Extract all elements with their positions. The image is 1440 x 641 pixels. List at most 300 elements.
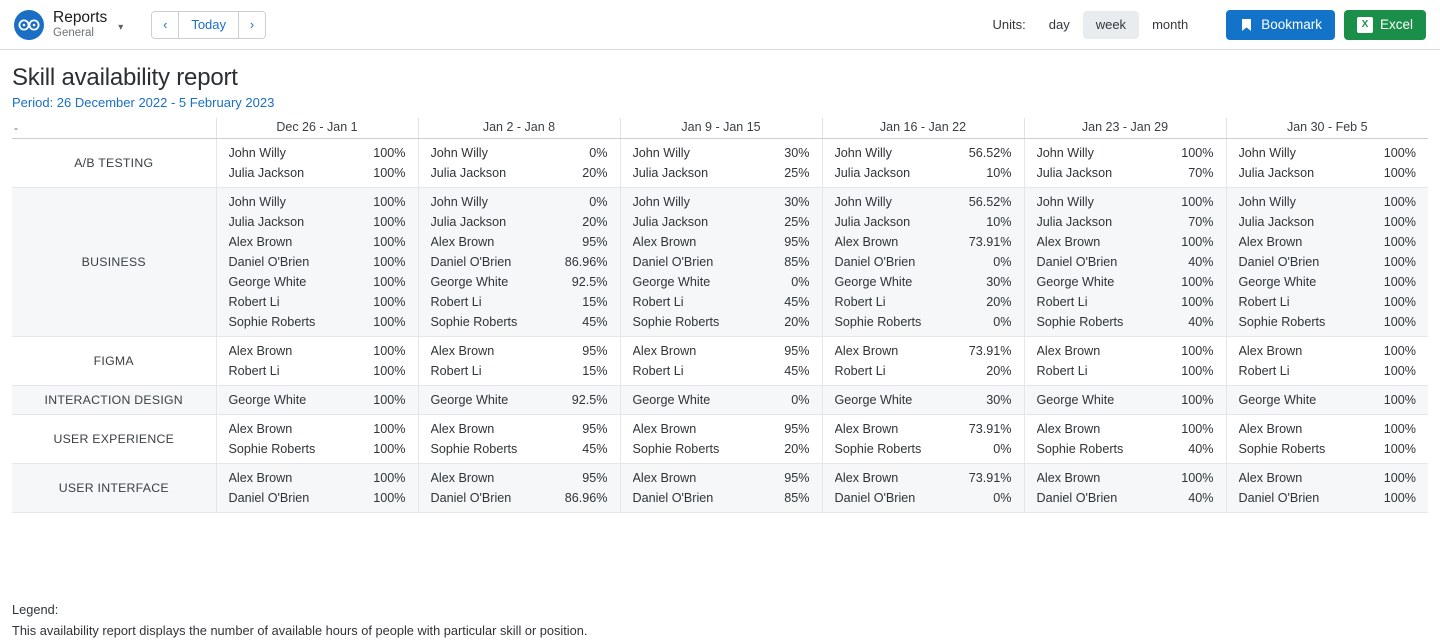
availability-percent: 95%: [784, 421, 810, 436]
person-name: Alex Brown: [834, 421, 899, 436]
availability-entry: [1025, 192, 1226, 212]
availability-entry: [419, 252, 620, 272]
availability-entry: [1227, 341, 1429, 361]
availability-entry: [217, 292, 418, 312]
availability-entry: [1227, 143, 1429, 163]
person-name: George White: [430, 274, 509, 289]
person-name: John Willy: [1036, 194, 1094, 209]
availability-cell: [1024, 414, 1226, 463]
person-name: Sophie Roberts: [834, 314, 922, 329]
availability-percent: 0%: [791, 392, 810, 407]
availability-entry: [217, 163, 418, 183]
availability-entry: [1227, 468, 1429, 488]
units-label: Units:: [992, 17, 1026, 32]
person-name: Daniel O'Brien: [1036, 254, 1118, 269]
availability-cell: [1226, 138, 1428, 187]
date-navigation: [151, 11, 266, 39]
availability-cell: [216, 385, 418, 414]
availability-entry: [1025, 292, 1226, 312]
availability-entry: [217, 252, 418, 272]
unit-week-button[interactable]: week: [1083, 11, 1139, 39]
availability-percent: 30%: [986, 392, 1012, 407]
person-name: Daniel O'Brien: [228, 490, 310, 505]
availability-entry: [1227, 419, 1429, 439]
availability-entry: [823, 143, 1024, 163]
availability-percent: 20%: [784, 441, 810, 456]
person-name: Alex Brown: [228, 343, 293, 358]
availability-entry: [1025, 390, 1226, 410]
person-name: Alex Brown: [430, 343, 495, 358]
person-name: Daniel O'Brien: [632, 254, 714, 269]
availability-entry: [1227, 192, 1429, 212]
availability-percent: 86.96%: [564, 254, 608, 269]
availability-cell: [216, 463, 418, 512]
availability-percent: 100%: [1181, 343, 1214, 358]
availability-cell: [620, 336, 822, 385]
availability-percent: 20%: [986, 363, 1012, 378]
person-name: Julia Jackson: [228, 214, 305, 229]
person-name: George White: [632, 274, 711, 289]
availability-cell: [1024, 187, 1226, 336]
person-name: Alex Brown: [1036, 470, 1101, 485]
availability-percent: 56.52%: [968, 145, 1012, 160]
availability-percent: 100%: [1383, 194, 1416, 209]
prev-period-button[interactable]: ‹: [152, 12, 178, 38]
person-name: Robert Li: [632, 294, 684, 309]
skill-label: FIGMA: [12, 336, 216, 385]
availability-percent: 100%: [1383, 254, 1416, 269]
availability-cell: [418, 187, 620, 336]
availability-entry: [419, 361, 620, 381]
availability-percent: 100%: [1383, 421, 1416, 436]
availability-percent: 100%: [373, 145, 406, 160]
availability-cell: [822, 385, 1024, 414]
availability-percent: 20%: [582, 214, 608, 229]
availability-entry: [217, 488, 418, 508]
availability-percent: 0%: [791, 274, 810, 289]
availability-cell: [216, 414, 418, 463]
person-name: Robert Li: [1036, 363, 1088, 378]
person-name: Alex Brown: [1036, 234, 1101, 249]
skill-label: USER INTERFACE: [12, 463, 216, 512]
person-name: Daniel O'Brien: [430, 254, 512, 269]
availability-entry: [621, 292, 822, 312]
availability-entry: [823, 163, 1024, 183]
availability-entry: [419, 419, 620, 439]
availability-entry: [419, 212, 620, 232]
person-name: Sophie Roberts: [228, 314, 316, 329]
person-name: Robert Li: [1238, 363, 1290, 378]
availability-entry: [1025, 439, 1226, 459]
availability-cell: [620, 385, 822, 414]
availability-percent: 40%: [1188, 254, 1214, 269]
excel-icon: X: [1357, 17, 1373, 33]
person-name: Alex Brown: [1238, 421, 1303, 436]
availability-entry: [1025, 143, 1226, 163]
availability-entry: [419, 232, 620, 252]
availability-entry: [217, 312, 418, 332]
person-name: Alex Brown: [1036, 343, 1101, 358]
availability-entry: [621, 163, 822, 183]
table-header: [12, 118, 1428, 138]
person-name: Alex Brown: [430, 234, 495, 249]
person-name: Robert Li: [430, 363, 482, 378]
availability-percent: 45%: [784, 294, 810, 309]
person-name: John Willy: [430, 194, 488, 209]
person-name: Julia Jackson: [1036, 165, 1113, 180]
availability-percent: 100%: [1181, 294, 1214, 309]
person-name: Daniel O'Brien: [834, 254, 916, 269]
person-name: George White: [430, 392, 509, 407]
person-name: Julia Jackson: [430, 214, 507, 229]
availability-percent: 70%: [1188, 165, 1214, 180]
availability-entry: [1227, 312, 1429, 332]
person-name: Alex Brown: [632, 234, 697, 249]
skill-label: A/B TESTING: [12, 138, 216, 187]
table-row: [12, 414, 1428, 463]
availability-entry: [823, 272, 1024, 292]
table-row: [12, 336, 1428, 385]
person-name: Robert Li: [228, 294, 280, 309]
availability-cell: [1226, 463, 1428, 512]
availability-entry: [217, 341, 418, 361]
column-header-0: Dec 26 - Jan 1: [216, 118, 418, 138]
availability-percent: 45%: [784, 363, 810, 378]
availability-entry: [1025, 341, 1226, 361]
availability-entry: [419, 468, 620, 488]
availability-entry: [1227, 163, 1429, 183]
availability-entry: [621, 143, 822, 163]
availability-percent: 95%: [582, 421, 608, 436]
availability-percent: 100%: [1383, 441, 1416, 456]
table-row: [12, 385, 1428, 414]
availability-entry: [419, 312, 620, 332]
person-name: Alex Brown: [632, 421, 697, 436]
table-row: [12, 187, 1428, 336]
availability-entry: [621, 312, 822, 332]
page-title: Skill availability report: [12, 64, 238, 91]
availability-entry: [217, 232, 418, 252]
report-period[interactable]: Period: 26 December 2022 - 5 February 2023: [12, 95, 275, 110]
person-name: Julia Jackson: [834, 165, 911, 180]
person-name: George White: [632, 392, 711, 407]
availability-entry: [217, 439, 418, 459]
availability-percent: 95%: [784, 234, 810, 249]
person-name: Sophie Roberts: [1036, 441, 1124, 456]
availability-percent: 10%: [986, 165, 1012, 180]
availability-cell: [1024, 336, 1226, 385]
availability-entry: [217, 419, 418, 439]
availability-cell: [822, 336, 1024, 385]
person-name: Julia Jackson: [632, 214, 709, 229]
person-name: Daniel O'Brien: [1238, 254, 1320, 269]
availability-percent: 25%: [784, 214, 810, 229]
availability-entry: [621, 488, 822, 508]
person-name: Daniel O'Brien: [228, 254, 310, 269]
availability-percent: 70%: [1188, 214, 1214, 229]
availability-percent: 100%: [1383, 294, 1416, 309]
availability-percent: 95%: [784, 470, 810, 485]
availability-percent: 10%: [986, 214, 1012, 229]
availability-entry: [823, 192, 1024, 212]
person-name: Alex Brown: [228, 470, 293, 485]
availability-percent: 45%: [582, 314, 608, 329]
report-table-container: [0, 118, 1440, 586]
column-header-2: Jan 9 - Jan 15: [620, 118, 822, 138]
availability-cell: [620, 187, 822, 336]
brand-title: Reports: [53, 9, 108, 27]
person-name: John Willy: [430, 145, 488, 160]
availability-percent: 100%: [1383, 314, 1416, 329]
person-name: George White: [1036, 392, 1115, 407]
column-header-1: Jan 2 - Jan 8: [418, 118, 620, 138]
person-name: George White: [834, 274, 913, 289]
availability-cell: [1024, 138, 1226, 187]
bookmark-button[interactable]: [1226, 10, 1335, 40]
availability-percent: 100%: [1383, 234, 1416, 249]
availability-entry: [217, 390, 418, 410]
availability-entry: [419, 272, 620, 292]
availability-percent: 86.96%: [564, 490, 608, 505]
availability-percent: 100%: [373, 234, 406, 249]
excel-export-button[interactable]: [1344, 10, 1426, 40]
person-name: Julia Jackson: [228, 165, 305, 180]
availability-entry: [1227, 361, 1429, 381]
availability-cell: [822, 187, 1024, 336]
person-name: Sophie Roberts: [834, 441, 922, 456]
table-row: [12, 463, 1428, 512]
availability-percent: 85%: [784, 490, 810, 505]
person-name: Robert Li: [1238, 294, 1290, 309]
person-name: Sophie Roberts: [430, 314, 518, 329]
availability-percent: 40%: [1188, 314, 1214, 329]
availability-percent: 100%: [1383, 363, 1416, 378]
availability-percent: 20%: [784, 314, 810, 329]
availability-entry: [823, 252, 1024, 272]
availability-entry: [1025, 468, 1226, 488]
availability-percent: 100%: [1181, 145, 1214, 160]
person-name: George White: [228, 392, 307, 407]
availability-entry: [217, 192, 418, 212]
availability-percent: 15%: [582, 363, 608, 378]
person-name: Alex Brown: [1238, 234, 1303, 249]
availability-entry: [621, 341, 822, 361]
person-name: George White: [1238, 392, 1317, 407]
availability-entry: [1025, 252, 1226, 272]
availability-entry: [1025, 232, 1226, 252]
availability-cell: [216, 336, 418, 385]
person-name: Alex Brown: [834, 470, 899, 485]
availability-percent: 100%: [1383, 470, 1416, 485]
availability-entry: [1025, 488, 1226, 508]
availability-percent: 45%: [582, 441, 608, 456]
person-name: Robert Li: [632, 363, 684, 378]
availability-percent: 15%: [582, 294, 608, 309]
availability-percent: 25%: [784, 165, 810, 180]
availability-percent: 30%: [784, 194, 810, 209]
availability-entry: [823, 312, 1024, 332]
person-name: Julia Jackson: [632, 165, 709, 180]
availability-percent: 100%: [1181, 194, 1214, 209]
person-name: Alex Brown: [632, 343, 697, 358]
availability-percent: 100%: [1383, 274, 1416, 289]
availability-entry: [621, 252, 822, 272]
availability-entry: [1025, 419, 1226, 439]
unit-month-button[interactable]: month: [1139, 11, 1201, 39]
person-name: Daniel O'Brien: [632, 490, 714, 505]
person-name: John Willy: [1238, 194, 1296, 209]
person-name: Alex Brown: [1238, 470, 1303, 485]
availability-cell: [418, 336, 620, 385]
availability-percent: 92.5%: [571, 274, 608, 289]
availability-entry: [823, 212, 1024, 232]
brand-subtitle: General: [53, 26, 94, 39]
person-name: Alex Brown: [632, 470, 697, 485]
person-name: Daniel O'Brien: [1238, 490, 1320, 505]
person-name: John Willy: [632, 194, 690, 209]
person-name: Alex Brown: [834, 234, 899, 249]
availability-percent: 73.91%: [968, 234, 1012, 249]
availability-percent: 100%: [373, 421, 406, 436]
person-name: Sophie Roberts: [632, 314, 720, 329]
availability-entry: [419, 488, 620, 508]
chevron-down-icon[interactable]: ▾: [118, 22, 124, 33]
availability-percent: 20%: [986, 294, 1012, 309]
availability-percent: 100%: [373, 343, 406, 358]
availability-percent: 100%: [1181, 392, 1214, 407]
availability-entry: [621, 419, 822, 439]
availability-percent: 73.91%: [968, 343, 1012, 358]
availability-entry: [823, 468, 1024, 488]
availability-percent: 100%: [373, 363, 406, 378]
availability-cell: [1226, 336, 1428, 385]
availability-entry: [217, 361, 418, 381]
availability-percent: 100%: [373, 294, 406, 309]
person-name: John Willy: [834, 145, 892, 160]
availability-entry: [1025, 272, 1226, 292]
person-name: Sophie Roberts: [1238, 314, 1326, 329]
availability-entry: [621, 192, 822, 212]
person-name: John Willy: [228, 145, 286, 160]
table-row: [12, 138, 1428, 187]
availability-entry: [1227, 292, 1429, 312]
availability-percent: 100%: [373, 254, 406, 269]
legend-title: Legend:: [12, 602, 59, 618]
availability-entry: [1025, 163, 1226, 183]
availability-entry: [1227, 252, 1429, 272]
availability-entry: [621, 468, 822, 488]
person-name: Daniel O'Brien: [1036, 490, 1118, 505]
availability-entry: [823, 390, 1024, 410]
availability-entry: [1025, 312, 1226, 332]
availability-percent: 100%: [373, 194, 406, 209]
availability-entry: [1227, 439, 1429, 459]
availability-percent: 100%: [373, 214, 406, 229]
availability-entry: [1025, 212, 1226, 232]
availability-entry: [1227, 272, 1429, 292]
availability-cell: [822, 463, 1024, 512]
person-name: Sophie Roberts: [1036, 314, 1124, 329]
top-toolbar: [0, 0, 1440, 50]
availability-cell: [1226, 385, 1428, 414]
person-name: Alex Brown: [228, 421, 293, 436]
app-logo-icon: [14, 10, 44, 40]
availability-percent: 73.91%: [968, 421, 1012, 436]
availability-entry: [217, 468, 418, 488]
availability-percent: 100%: [1181, 421, 1214, 436]
next-period-button[interactable]: ›: [239, 12, 265, 38]
availability-entry: [419, 341, 620, 361]
person-name: Alex Brown: [228, 234, 293, 249]
table-body: [12, 138, 1428, 512]
person-name: Alex Brown: [834, 343, 899, 358]
availability-percent: 92.5%: [571, 392, 608, 407]
availability-percent: 100%: [1383, 490, 1416, 505]
brand-menu[interactable]: [14, 10, 133, 40]
person-name: Robert Li: [834, 363, 886, 378]
person-name: Daniel O'Brien: [834, 490, 916, 505]
availability-percent: 73.91%: [968, 470, 1012, 485]
availability-percent: 100%: [373, 490, 406, 505]
units-selector: [1036, 11, 1201, 39]
person-name: Alex Brown: [1036, 421, 1101, 436]
person-name: Sophie Roberts: [1238, 441, 1326, 456]
availability-entry: [823, 292, 1024, 312]
availability-cell: [822, 138, 1024, 187]
person-name: George White: [1036, 274, 1115, 289]
today-button[interactable]: Today: [178, 12, 239, 38]
availability-entry: [1227, 488, 1429, 508]
availability-percent: 30%: [986, 274, 1012, 289]
person-name: Sophie Roberts: [430, 441, 518, 456]
availability-cell: [1024, 463, 1226, 512]
person-name: Julia Jackson: [1036, 214, 1113, 229]
availability-entry: [823, 419, 1024, 439]
excel-button-label: Excel: [1379, 17, 1413, 32]
availability-entry: [621, 212, 822, 232]
skill-availability-table: [12, 118, 1428, 513]
availability-cell: [418, 463, 620, 512]
availability-entry: [217, 143, 418, 163]
availability-cell: [620, 414, 822, 463]
availability-percent: 100%: [1383, 145, 1416, 160]
column-header-4: Jan 23 - Jan 29: [1024, 118, 1226, 138]
availability-percent: 0%: [589, 145, 608, 160]
availability-entry: [1025, 361, 1226, 381]
person-name: John Willy: [1036, 145, 1094, 160]
availability-cell: [822, 414, 1024, 463]
person-name: Robert Li: [1036, 294, 1088, 309]
table-corner-cell: -: [12, 118, 216, 138]
person-name: Sophie Roberts: [632, 441, 720, 456]
availability-entry: [419, 390, 620, 410]
availability-entry: [1227, 390, 1429, 410]
unit-day-button[interactable]: day: [1036, 11, 1083, 39]
person-name: Julia Jackson: [1238, 165, 1315, 180]
person-name: Julia Jackson: [430, 165, 507, 180]
availability-percent: 100%: [373, 392, 406, 407]
availability-percent: 100%: [1181, 234, 1214, 249]
availability-entry: [419, 292, 620, 312]
availability-percent: 100%: [1181, 274, 1214, 289]
availability-entry: [217, 212, 418, 232]
availability-entry: [419, 163, 620, 183]
availability-cell: [216, 187, 418, 336]
availability-percent: 0%: [993, 314, 1012, 329]
availability-entry: [1227, 232, 1429, 252]
availability-percent: 20%: [582, 165, 608, 180]
legend-text: This availability report displays the number of available hours of people with particular skill or position.: [12, 622, 588, 638]
